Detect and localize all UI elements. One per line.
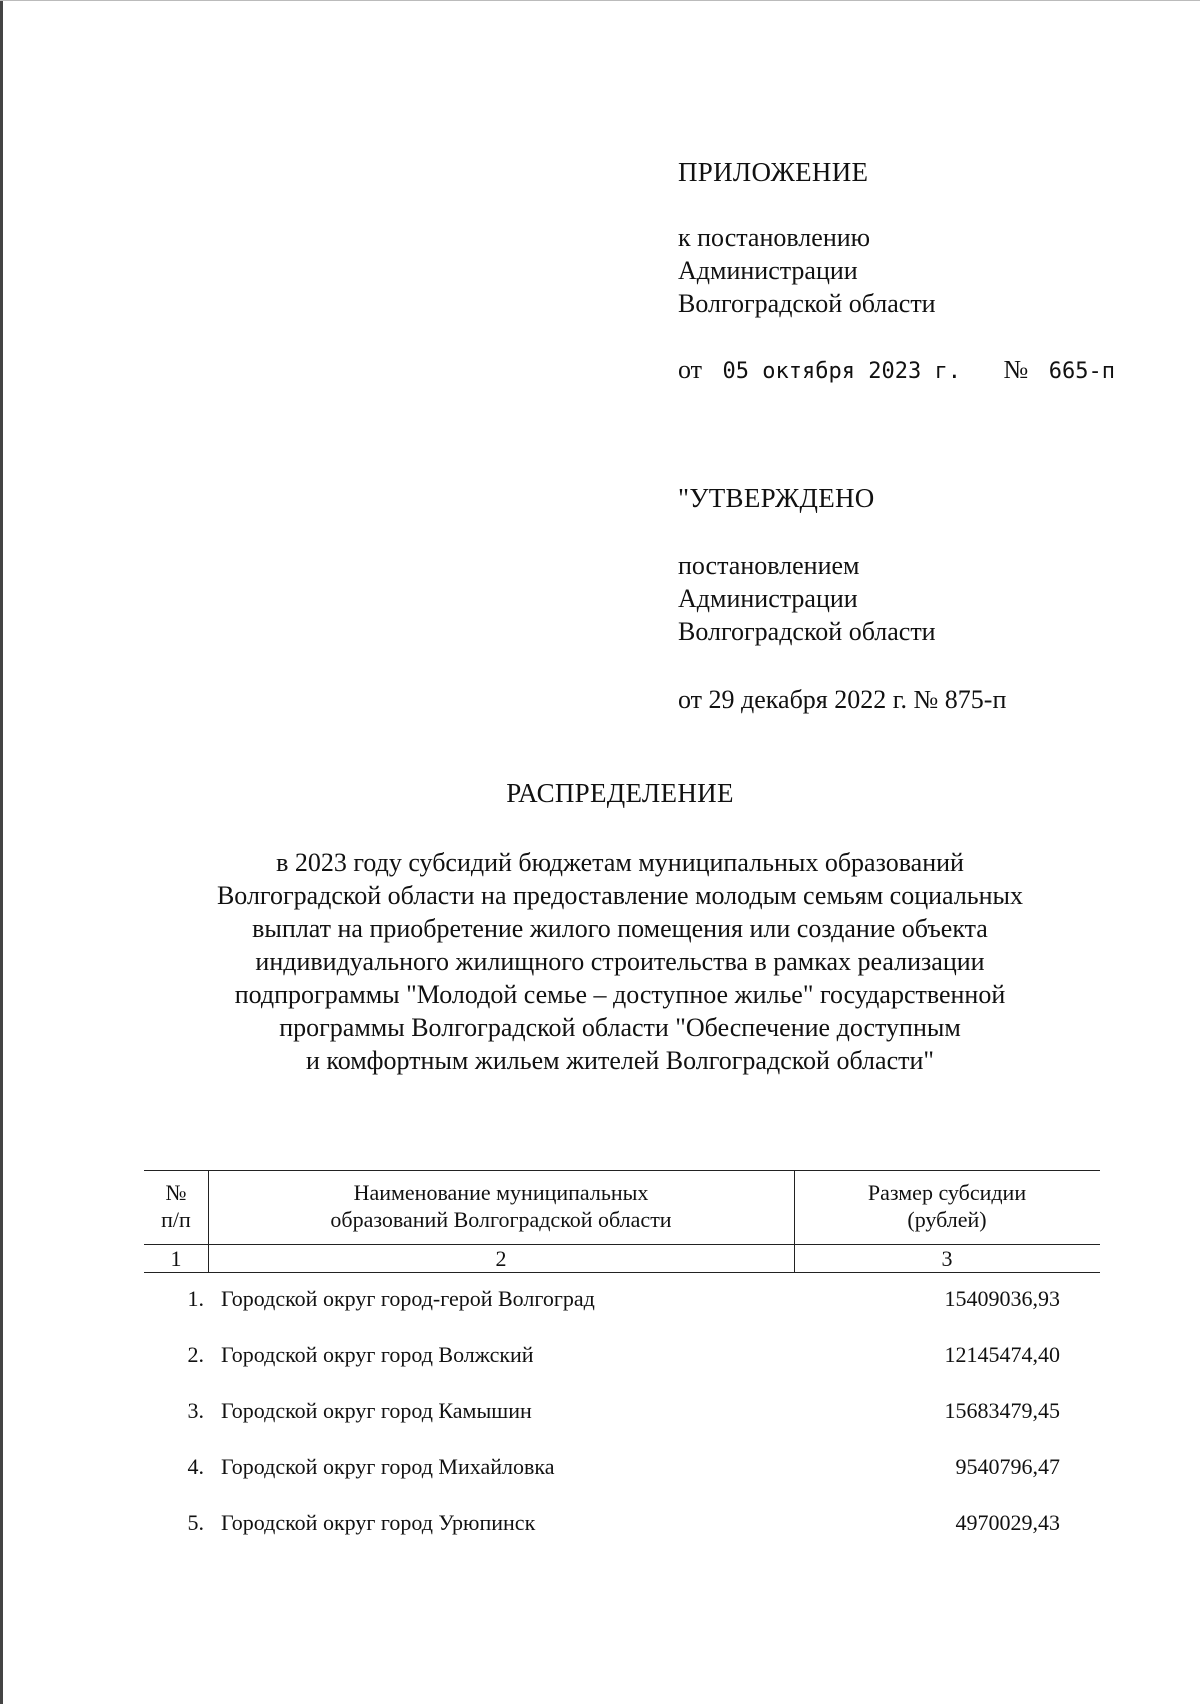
header-text: № [165, 1180, 187, 1205]
header-cell-number [144, 1170, 208, 1244]
table-divider [144, 1244, 1100, 1245]
subtitle-line: индивидуального жилищного строительства в рамках реализации [255, 947, 985, 976]
appendix-reference-line: Администрации [678, 256, 858, 285]
header-text: Размер субсидии [867, 1180, 1027, 1205]
number-sign: № [1003, 355, 1029, 384]
column-number: 2 [495, 1246, 507, 1271]
subtitle-line: в 2023 году субсидий бюджетам муниципальных образований [276, 848, 964, 877]
table-column-numbers [144, 1244, 1100, 1272]
scan-edge-top [0, 0, 1200, 1]
table-header [144, 1170, 1100, 1244]
column-number: 1 [170, 1246, 182, 1271]
approved-by-line: постановлением [678, 551, 860, 580]
header-cell-name [208, 1170, 794, 1244]
subtitle-line: и комфортным жильем жителей Волгоградской области" [305, 1046, 934, 1075]
table-row [144, 1279, 1100, 1319]
scan-edge [0, 0, 3, 1704]
appendix-title: ПРИЛОЖЕНИЕ [678, 157, 869, 187]
row-municipality: Городской округ город Волжский [221, 1342, 534, 1367]
approved-date-line: от 29 декабря 2022 г. № 875-п [678, 685, 1007, 714]
document-subtitle [160, 846, 1080, 1077]
row-number: 3. [187, 1398, 204, 1423]
row-amount: 15409036,93 [944, 1286, 1060, 1311]
approved-by [678, 550, 936, 649]
subtitle-line: Волгоградской области на предоставление молодым семьям социальных [216, 881, 1024, 910]
row-number: 5. [187, 1510, 204, 1535]
date-stamp: 05 октября 2023 г. [722, 359, 961, 384]
subtitle-line: подпрограммы "Молодой семье – доступное жилье" государственной [234, 980, 1006, 1009]
table-row [144, 1503, 1100, 1543]
row-municipality: Городской округ город Урюпинск [221, 1510, 536, 1535]
subtitle-line: выплат на приобретение жилого помещения или создание объекта [252, 914, 988, 943]
header-text: п/п [161, 1207, 191, 1232]
date-prefix: от [678, 355, 703, 384]
row-number: 4. [187, 1454, 204, 1479]
row-municipality: Городской округ город Михайловка [221, 1454, 555, 1479]
row-amount: 15683479,45 [944, 1398, 1060, 1423]
row-amount: 9540796,47 [955, 1454, 1060, 1479]
column-number: 3 [941, 1246, 953, 1271]
row-municipality: Городской округ город Камышин [221, 1398, 532, 1423]
header-text: образований Волгоградской области [330, 1207, 672, 1232]
approved-title: "УТВЕРЖДЕНО [678, 483, 875, 513]
row-number: 1. [187, 1286, 204, 1311]
appendix-date-line [678, 354, 1115, 388]
document-title: РАСПРЕДЕЛЕНИЕ [506, 778, 734, 808]
header-cell-amount [794, 1170, 1100, 1244]
approved-by-line: Администрации [678, 584, 858, 613]
row-amount: 12145474,40 [944, 1342, 1060, 1367]
appendix-reference [678, 222, 936, 321]
table-row [144, 1335, 1100, 1375]
header-text: Наименование муниципальных [353, 1180, 649, 1205]
row-amount: 4970029,43 [955, 1510, 1060, 1535]
table-divider [794, 1170, 795, 1272]
header-text: (рублей) [907, 1207, 987, 1232]
row-municipality: Городской округ город-герой Волгоград [221, 1286, 595, 1311]
table-divider [144, 1272, 1100, 1273]
appendix-reference-line: к постановлению [678, 223, 871, 252]
table-row [144, 1447, 1100, 1487]
table-row [144, 1391, 1100, 1431]
approved-by-line: Волгоградской области [678, 617, 936, 646]
row-number: 2. [187, 1342, 204, 1367]
appendix-reference-line: Волгоградской области [678, 289, 936, 318]
number-stamp: 665-п [1048, 359, 1115, 384]
subtitle-line: программы Волгоградской области "Обеспечение доступным [279, 1013, 961, 1042]
table-divider [208, 1170, 209, 1272]
